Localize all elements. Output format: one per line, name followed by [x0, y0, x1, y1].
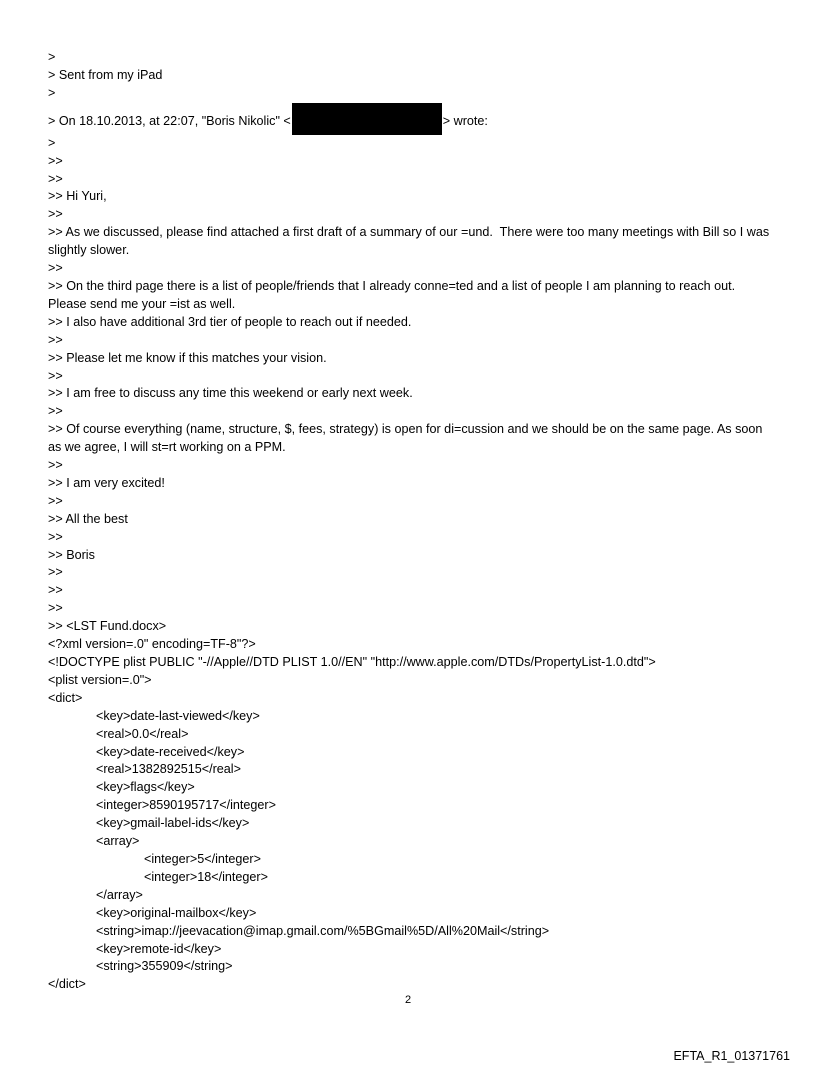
signature-line: >> Boris	[48, 547, 95, 562]
quote-line: >>	[48, 171, 63, 186]
plist-line: <key>date-received</key>	[96, 744, 245, 759]
plist-line: <?xml version=.0" encoding=TF-8"?>	[48, 637, 256, 652]
quote-line: >>	[48, 332, 63, 347]
plist-line: <key>date-last-viewed</key>	[96, 708, 260, 723]
plist-line: </dict>	[48, 977, 86, 992]
plist-line: <key>original-mailbox</key>	[96, 905, 257, 920]
reply-header-end: > wrote:	[442, 113, 488, 128]
quote-line: >>	[48, 601, 63, 616]
plist-line: <integer>8590195717</integer>	[96, 798, 276, 813]
signoff-line: >> All the best	[48, 511, 128, 526]
plist-line: <array>	[96, 834, 140, 849]
plist-line: <dict>	[48, 690, 83, 705]
bates-number: EFTA_R1_01371761	[673, 1049, 790, 1063]
paragraph: >> Of course everything (name, structure, $, fees, strategy) is open for di=cussion and we should be on the same page. As soon as we agree, I will st=rt working on a PPM.	[48, 422, 766, 455]
paragraph: >> As we discussed, please find attached a first draft of a summary of our =und. There were too many meetings with Bill so I was slightly slower.	[48, 225, 773, 258]
quote-line: >>	[48, 583, 63, 598]
reply-header-start: > On 18.10.2013, at 22:07, "Boris Nikolic" <	[48, 113, 291, 128]
plist-line: <integer>5</integer>	[144, 851, 261, 866]
quote-line: >	[48, 135, 56, 150]
quote-line: >>	[48, 404, 63, 419]
plist-line: <plist version=.0">	[48, 672, 152, 687]
sent-from-line: > Sent from my iPad	[48, 67, 163, 82]
quote-line: >>	[48, 529, 63, 544]
paragraph: >> I am free to discuss any time this weekend or early next week.	[48, 386, 413, 401]
paragraph: >> On the third page there is a list of people/friends that I already conne=ted and a list of people I am planning to reach out. Please send me your =ist as well.	[48, 278, 743, 311]
email-body	[48, 49, 778, 994]
quote-line: >>	[48, 458, 63, 473]
plist-line: <real>1382892515</real>	[96, 762, 241, 777]
plist-line: <integer>18</integer>	[144, 869, 268, 884]
quote-line: >>	[48, 493, 63, 508]
paragraph: >> I also have additional 3rd tier of people to reach out if needed.	[48, 314, 412, 329]
paragraph: >> I am very excited!	[48, 475, 165, 490]
plist-line: <key>remote-id</key>	[96, 941, 222, 956]
quote-line: >>	[48, 153, 63, 168]
page-number: 2	[404, 994, 412, 1006]
plist-line: </array>	[96, 887, 143, 902]
quote-line: >>	[48, 261, 63, 276]
greeting-line: >> Hi Yuri,	[48, 189, 107, 204]
attachment-line: >> <LST Fund.docx>	[48, 619, 167, 634]
quote-line: >>	[48, 368, 63, 383]
plist-line: <key>gmail-label-ids</key>	[96, 816, 250, 831]
reply-header-line	[48, 103, 778, 135]
redaction-box	[292, 103, 442, 135]
plist-line: <string>355909</string>	[96, 959, 233, 974]
quote-line: >>	[48, 565, 63, 580]
quote-line: >	[48, 50, 56, 64]
plist-line: <string>imap://jeevacation@imap.gmail.com/%5BGmail%5D/All%20Mail</string>	[96, 923, 550, 938]
quote-line: >>	[48, 207, 63, 222]
plist-line: <!DOCTYPE plist PUBLIC "-//Apple//DTD PLIST 1.0//EN" "http://www.apple.com/DTDs/PropertyList-1.0.dtd">	[48, 655, 656, 669]
quote-line: >	[48, 85, 56, 100]
plist-line: <key>flags</key>	[96, 780, 195, 795]
paragraph: >> Please let me know if this matches your vision.	[48, 350, 327, 365]
plist-line: <real>0.0</real>	[96, 726, 189, 741]
